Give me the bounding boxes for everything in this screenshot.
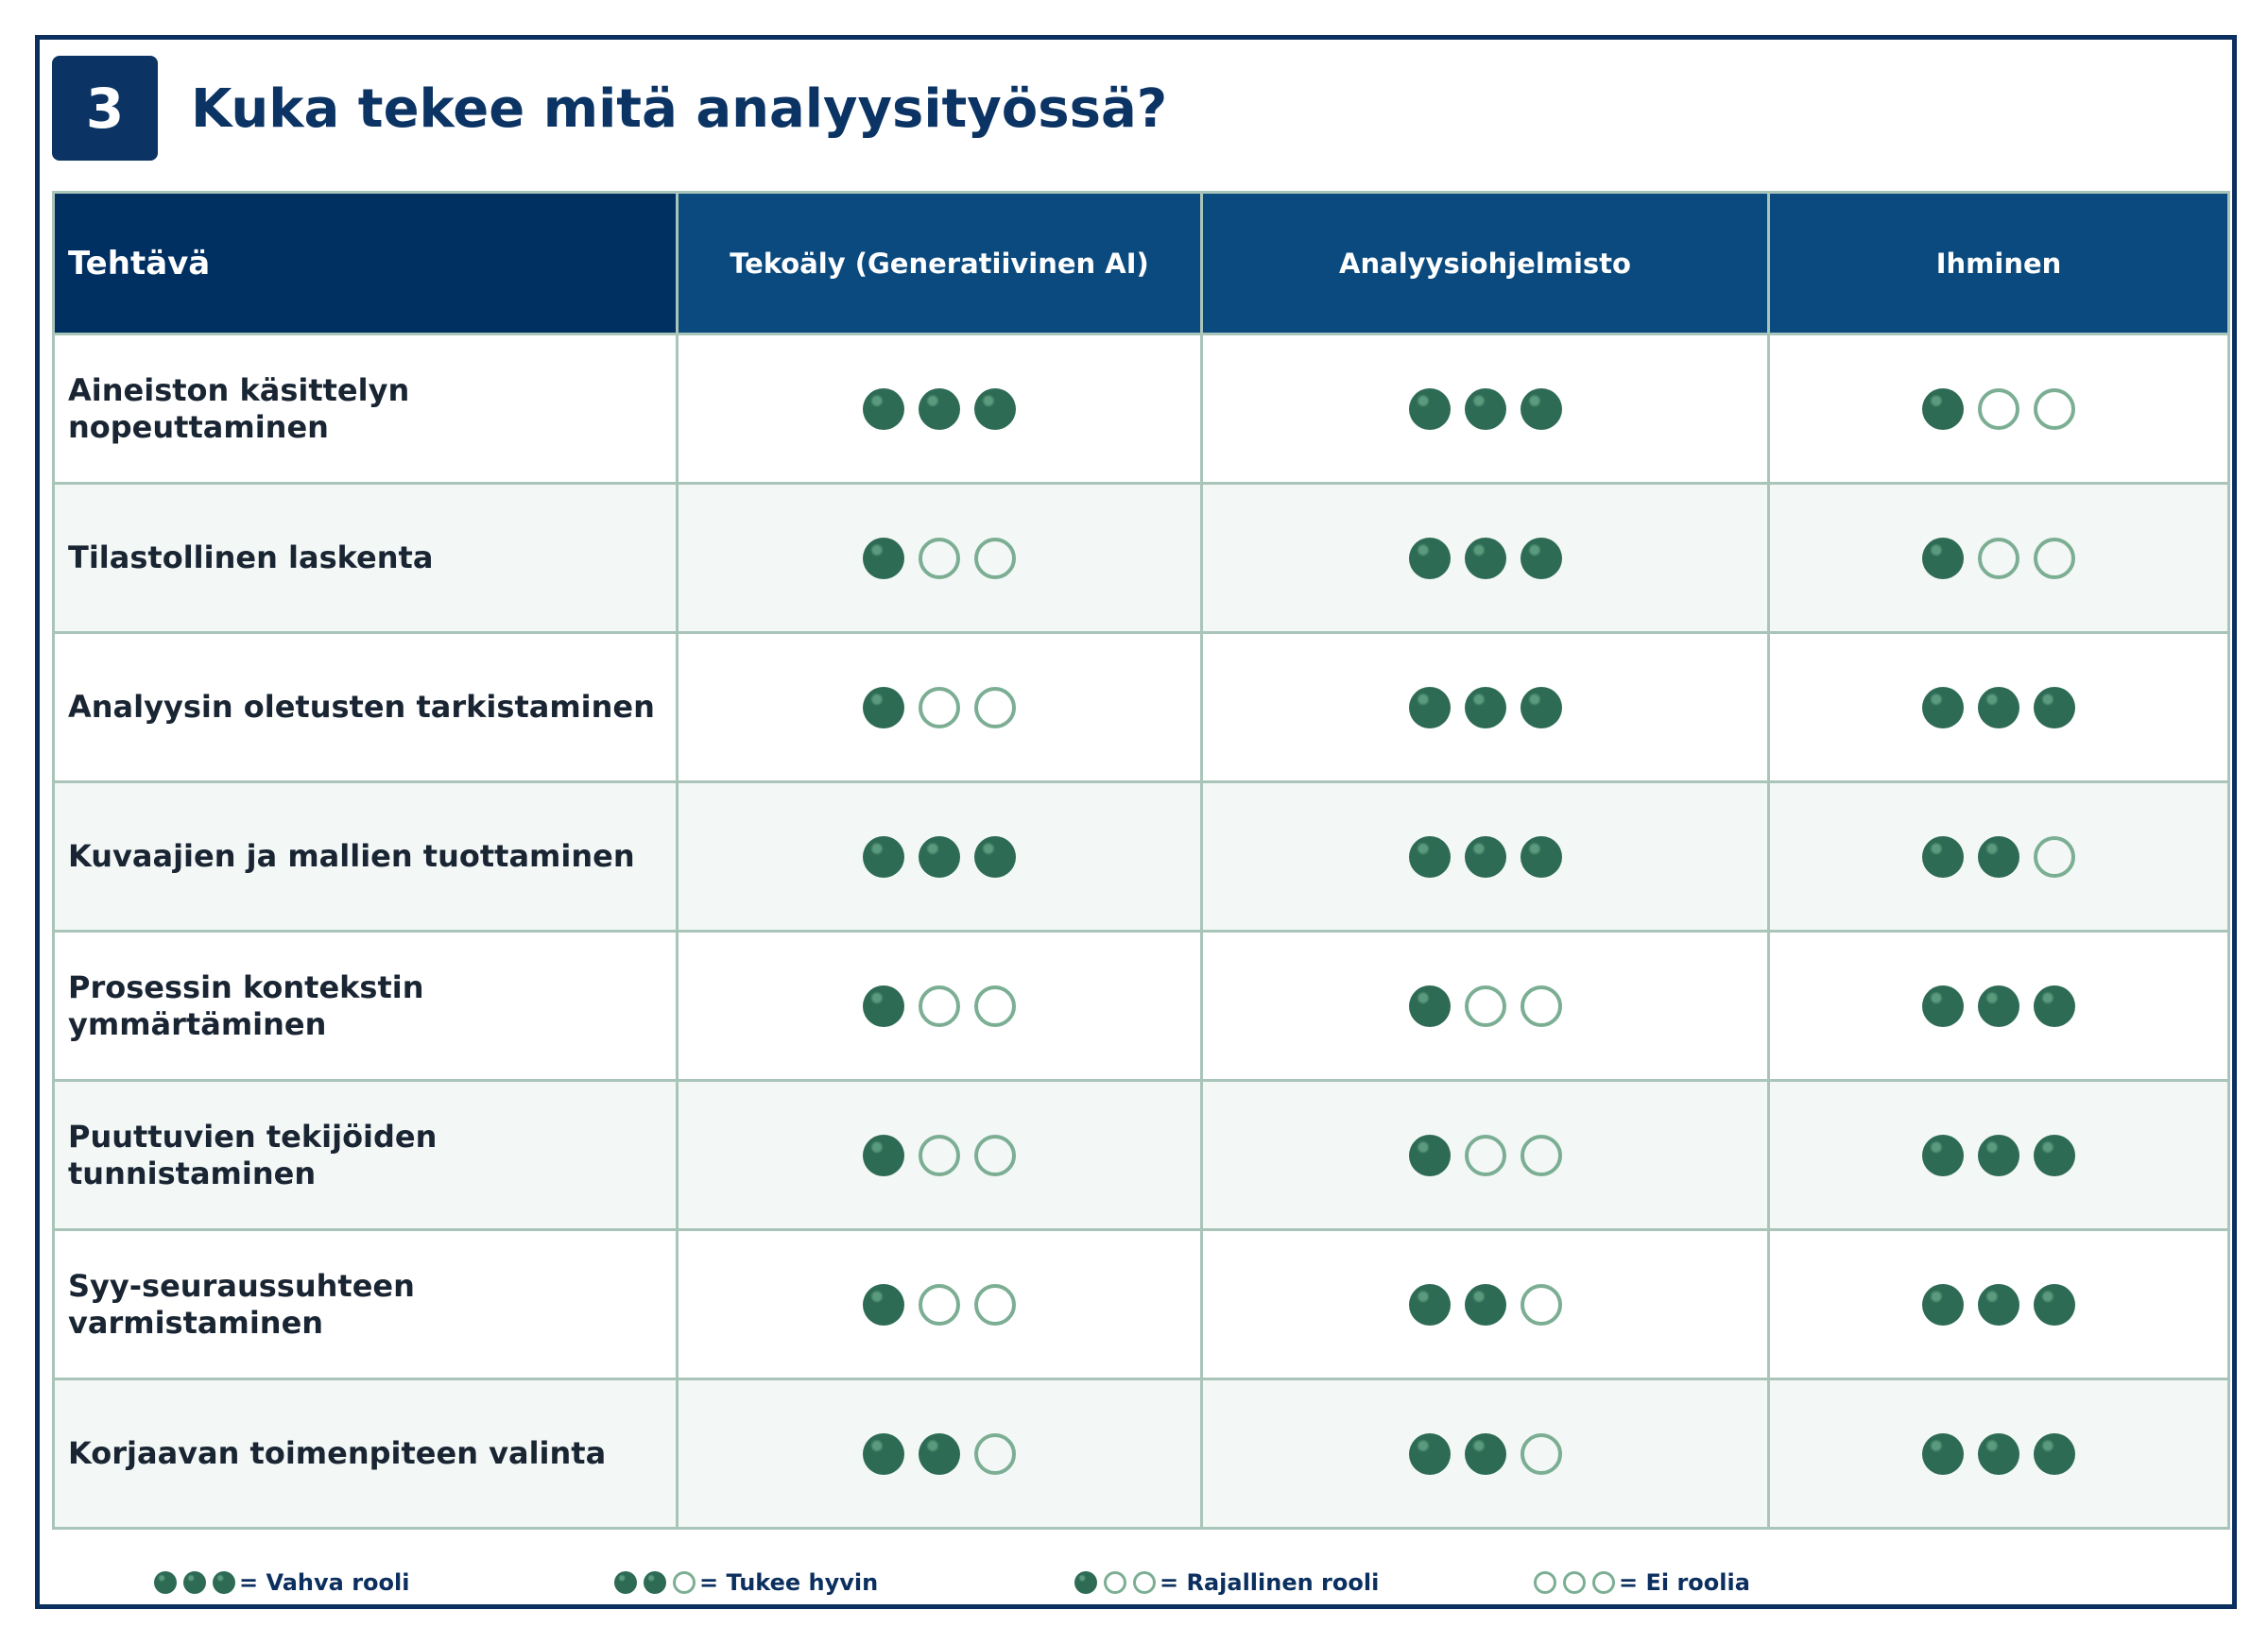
filled-circle-icon bbox=[1465, 687, 1506, 728]
rating-dots bbox=[863, 388, 1016, 430]
filled-circle-icon bbox=[1922, 1433, 1964, 1475]
filled-circle-icon bbox=[1409, 687, 1451, 728]
filled-circle-icon bbox=[1409, 1135, 1451, 1176]
table-row bbox=[54, 1230, 2229, 1379]
task-label: Korjaavan toimenpiteen valinta bbox=[54, 1379, 678, 1529]
table-header-row bbox=[54, 193, 2229, 334]
empty-circle-icon bbox=[1521, 985, 1562, 1027]
column-header-task: Tehtävä bbox=[54, 193, 678, 334]
legend-dots bbox=[1534, 1571, 1615, 1594]
table-row bbox=[54, 484, 2229, 633]
filled-circle-icon bbox=[863, 985, 904, 1027]
task-label: Kuvaajien ja mallien tuottaminen bbox=[54, 782, 678, 932]
rating-cell-software bbox=[1202, 1379, 1769, 1529]
filled-circle-icon bbox=[974, 836, 1016, 878]
empty-circle-icon bbox=[1465, 1135, 1506, 1176]
legend-label: = Tukee hyvin bbox=[699, 1569, 879, 1596]
rating-dots bbox=[863, 1284, 1016, 1326]
filled-circle-icon bbox=[863, 388, 904, 430]
rating-dots bbox=[1409, 985, 1562, 1027]
rating-dots bbox=[863, 1135, 1016, 1176]
rating-dots bbox=[863, 836, 1016, 878]
filled-circle-icon bbox=[644, 1571, 666, 1594]
rating-cell-ai bbox=[678, 484, 1202, 633]
filled-circle-icon bbox=[1521, 687, 1562, 728]
rating-cell-human bbox=[1769, 1379, 2229, 1529]
column-header-ai: Tekoäly (Generatiivinen AI) bbox=[678, 193, 1202, 334]
filled-circle-icon bbox=[154, 1571, 177, 1594]
rating-cell-ai bbox=[678, 1379, 1202, 1529]
empty-circle-icon bbox=[1978, 388, 2019, 430]
filled-circle-icon bbox=[614, 1571, 637, 1594]
legend-dots bbox=[614, 1571, 696, 1594]
filled-circle-icon bbox=[1922, 1135, 1964, 1176]
rating-cell-human bbox=[1769, 484, 2229, 633]
rating-dots bbox=[1409, 836, 1562, 878]
task-label: Puuttuvien tekijöiden tunnistaminen bbox=[54, 1081, 678, 1230]
legend-item bbox=[1534, 1564, 1750, 1601]
filled-circle-icon bbox=[1978, 1284, 2019, 1326]
filled-circle-icon bbox=[863, 1135, 904, 1176]
rating-dots bbox=[1922, 388, 2075, 430]
filled-circle-icon bbox=[919, 1433, 960, 1475]
rating-dots bbox=[863, 538, 1016, 579]
filled-circle-icon bbox=[1465, 1433, 1506, 1475]
empty-circle-icon bbox=[919, 1135, 960, 1176]
rating-dots bbox=[1409, 388, 1562, 430]
task-label: Prosessin kontekstin ymmärtäminen bbox=[54, 932, 678, 1081]
task-label: Tilastollinen laskenta bbox=[54, 484, 678, 633]
rating-cell-ai bbox=[678, 1230, 1202, 1379]
rating-cell-software bbox=[1202, 1230, 1769, 1379]
page-title: Kuka tekee mitä analyysityössä? bbox=[191, 78, 1168, 140]
rating-dots bbox=[1922, 538, 2075, 579]
empty-circle-icon bbox=[1521, 1433, 1562, 1475]
rating-dots bbox=[863, 1433, 1016, 1475]
empty-circle-icon bbox=[974, 687, 1016, 728]
empty-circle-icon bbox=[1521, 1135, 1562, 1176]
filled-circle-icon bbox=[2034, 1135, 2075, 1176]
legend-item bbox=[614, 1564, 878, 1601]
rating-cell-ai bbox=[678, 334, 1202, 484]
filled-circle-icon bbox=[1978, 1135, 2019, 1176]
rating-cell-ai bbox=[678, 1081, 1202, 1230]
filled-circle-icon bbox=[863, 1433, 904, 1475]
empty-circle-icon bbox=[1104, 1571, 1126, 1594]
table-row bbox=[54, 1379, 2229, 1529]
empty-circle-icon bbox=[974, 1433, 1016, 1475]
table-row bbox=[54, 633, 2229, 782]
filled-circle-icon bbox=[919, 388, 960, 430]
filled-circle-icon bbox=[1521, 836, 1562, 878]
filled-circle-icon bbox=[1409, 1284, 1451, 1326]
rating-cell-software bbox=[1202, 1081, 1769, 1230]
filled-circle-icon bbox=[2034, 1284, 2075, 1326]
legend-label: = Rajallinen rooli bbox=[1160, 1569, 1380, 1596]
rating-dots bbox=[1922, 985, 2075, 1027]
empty-circle-icon bbox=[974, 985, 1016, 1027]
filled-circle-icon bbox=[919, 836, 960, 878]
column-header-software: Analyysiohjelmisto bbox=[1202, 193, 1769, 334]
legend-label: = Ei roolia bbox=[1619, 1569, 1750, 1596]
empty-circle-icon bbox=[1133, 1571, 1156, 1594]
rating-cell-software bbox=[1202, 484, 1769, 633]
empty-circle-icon bbox=[2034, 836, 2075, 878]
empty-circle-icon bbox=[919, 538, 960, 579]
rating-dots bbox=[1922, 1284, 2075, 1326]
filled-circle-icon bbox=[1978, 1433, 2019, 1475]
filled-circle-icon bbox=[1978, 985, 2019, 1027]
filled-circle-icon bbox=[1922, 836, 1964, 878]
rating-dots bbox=[1922, 836, 2075, 878]
legend-item bbox=[154, 1564, 409, 1601]
filled-circle-icon bbox=[863, 687, 904, 728]
filled-circle-icon bbox=[1465, 836, 1506, 878]
filled-circle-icon bbox=[1521, 538, 1562, 579]
role-matrix-table bbox=[52, 191, 2230, 1530]
rating-dots bbox=[1409, 1284, 1562, 1326]
empty-circle-icon bbox=[1978, 538, 2019, 579]
filled-circle-icon bbox=[1409, 836, 1451, 878]
filled-circle-icon bbox=[1409, 538, 1451, 579]
rating-dots bbox=[863, 985, 1016, 1027]
legend-item bbox=[1074, 1564, 1379, 1601]
task-label: Analyysin oletusten tarkistaminen bbox=[54, 633, 678, 782]
empty-circle-icon bbox=[1563, 1571, 1586, 1594]
rating-cell-software bbox=[1202, 782, 1769, 932]
task-label: Syy-seuraussuhteen varmistaminen bbox=[54, 1230, 678, 1379]
filled-circle-icon bbox=[863, 1284, 904, 1326]
filled-circle-icon bbox=[1922, 687, 1964, 728]
empty-circle-icon bbox=[919, 985, 960, 1027]
rating-dots bbox=[1922, 1135, 2075, 1176]
filled-circle-icon bbox=[2034, 687, 2075, 728]
filled-circle-icon bbox=[1409, 985, 1451, 1027]
filled-circle-icon bbox=[1922, 538, 1964, 579]
rating-cell-human bbox=[1769, 633, 2229, 782]
filled-circle-icon bbox=[1922, 388, 1964, 430]
rating-cell-software bbox=[1202, 633, 1769, 782]
rating-cell-ai bbox=[678, 633, 1202, 782]
filled-circle-icon bbox=[1978, 687, 2019, 728]
filled-circle-icon bbox=[1922, 985, 1964, 1027]
filled-circle-icon bbox=[1465, 388, 1506, 430]
rating-dots bbox=[863, 687, 1016, 728]
legend-dots bbox=[154, 1571, 235, 1594]
rating-cell-human bbox=[1769, 1081, 2229, 1230]
rating-cell-human bbox=[1769, 782, 2229, 932]
rating-dots bbox=[1409, 538, 1562, 579]
rating-cell-human bbox=[1769, 334, 2229, 484]
rating-dots bbox=[1409, 1433, 1562, 1475]
table-row bbox=[54, 782, 2229, 932]
filled-circle-icon bbox=[863, 836, 904, 878]
filled-circle-icon bbox=[1409, 1433, 1451, 1475]
rating-cell-ai bbox=[678, 782, 1202, 932]
filled-circle-icon bbox=[213, 1571, 235, 1594]
filled-circle-icon bbox=[1074, 1571, 1097, 1594]
rating-cell-human bbox=[1769, 932, 2229, 1081]
filled-circle-icon bbox=[1922, 1284, 1964, 1326]
legend-label: = Vahva rooli bbox=[239, 1569, 410, 1596]
filled-circle-icon bbox=[2034, 1433, 2075, 1475]
table-row bbox=[54, 334, 2229, 484]
legend-dots bbox=[1074, 1571, 1156, 1594]
table-row bbox=[54, 1081, 2229, 1230]
filled-circle-icon bbox=[1465, 1284, 1506, 1326]
rating-dots bbox=[1922, 687, 2075, 728]
section-number-badge: 3 bbox=[52, 56, 158, 161]
empty-circle-icon bbox=[673, 1571, 696, 1594]
empty-circle-icon bbox=[919, 687, 960, 728]
rating-cell-software bbox=[1202, 334, 1769, 484]
filled-circle-icon bbox=[1521, 388, 1562, 430]
rating-cell-software bbox=[1202, 932, 1769, 1081]
empty-circle-icon bbox=[919, 1284, 960, 1326]
empty-circle-icon bbox=[2034, 388, 2075, 430]
rating-dots bbox=[1409, 1135, 1562, 1176]
filled-circle-icon bbox=[1409, 388, 1451, 430]
filled-circle-icon bbox=[1465, 538, 1506, 579]
empty-circle-icon bbox=[1465, 985, 1506, 1027]
task-label: Aineiston käsittelyn nopeuttaminen bbox=[54, 334, 678, 484]
filled-circle-icon bbox=[2034, 985, 2075, 1027]
filled-circle-icon bbox=[183, 1571, 206, 1594]
empty-circle-icon bbox=[1534, 1571, 1556, 1594]
filled-circle-icon bbox=[974, 388, 1016, 430]
filled-circle-icon bbox=[863, 538, 904, 579]
empty-circle-icon bbox=[974, 1284, 1016, 1326]
rating-dots bbox=[1409, 687, 1562, 728]
empty-circle-icon bbox=[1521, 1284, 1562, 1326]
empty-circle-icon bbox=[974, 1135, 1016, 1176]
empty-circle-icon bbox=[2034, 538, 2075, 579]
rating-dots bbox=[1922, 1433, 2075, 1475]
filled-circle-icon bbox=[1978, 836, 2019, 878]
empty-circle-icon bbox=[974, 538, 1016, 579]
rating-cell-human bbox=[1769, 1230, 2229, 1379]
rating-cell-ai bbox=[678, 932, 1202, 1081]
empty-circle-icon bbox=[1592, 1571, 1615, 1594]
table-row bbox=[54, 932, 2229, 1081]
column-header-human: Ihminen bbox=[1769, 193, 2229, 334]
